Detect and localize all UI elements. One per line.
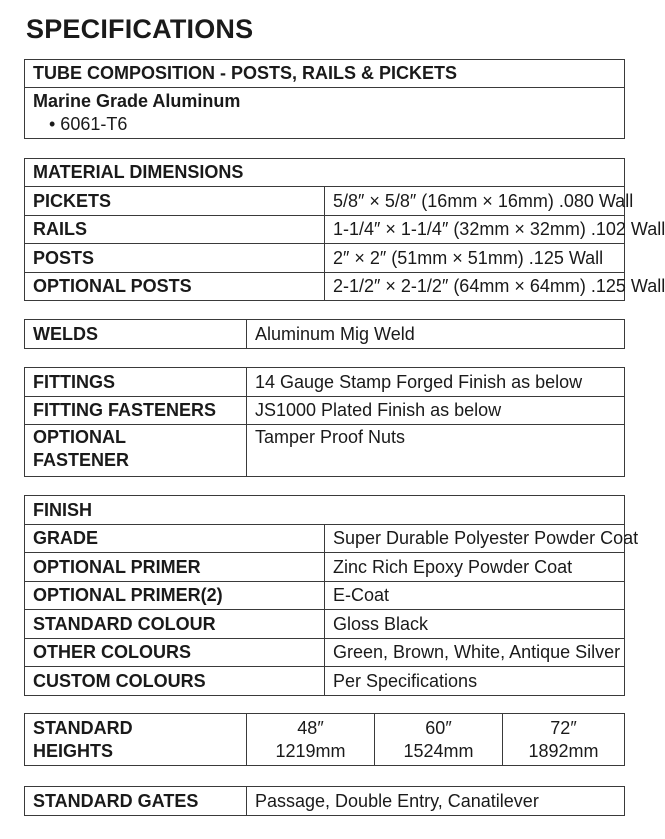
standard-colour-label: STANDARD COLOUR (25, 610, 325, 639)
fitting-fasteners-value: JS1000 Plated Finish as below (247, 397, 625, 425)
finish-header: FINISH (25, 496, 625, 525)
optional-fastener-label (25, 425, 247, 477)
optional-fastener-label-line2: FASTENER (33, 450, 130, 470)
rails-value: 1-1/4″ × 1-1/4″ (32mm × 32mm) .102 Wall (325, 216, 625, 244)
standard-heights-label-line1: STANDARD (33, 717, 133, 738)
table-row (25, 216, 625, 244)
custom-colours-label: CUSTOM COLOURS (25, 667, 325, 696)
material-dimensions-header: MATERIAL DIMENSIONS (25, 159, 625, 187)
standard-gates-label: STANDARD GATES (25, 787, 247, 816)
standard-gates-value: Passage, Double Entry, Canatilever (247, 787, 625, 816)
optional-primer-2-label: OPTIONAL PRIMER(2) (25, 582, 325, 610)
table-row (25, 667, 625, 696)
page-title: SPECIFICATIONS (26, 14, 254, 44)
table-row (25, 187, 625, 216)
optional-posts-label: OPTIONAL POSTS (25, 273, 325, 301)
height-60-imperial: 60″ (425, 717, 452, 738)
tube-composition-table (24, 59, 625, 139)
height-48-imperial: 48″ (297, 717, 324, 738)
other-colours-value: Green, Brown, White, Antique Silver (325, 639, 625, 667)
posts-value: 2″ × 2″ (51mm × 51mm) .125 Wall (325, 244, 625, 273)
standard-gates-table (24, 786, 625, 816)
height-72 (503, 714, 625, 766)
table-row (25, 425, 625, 477)
grade-label: GRADE (25, 525, 325, 553)
posts-label: POSTS (25, 244, 325, 273)
material-dimensions-table (24, 158, 665, 301)
optional-primer-2-value: E-Coat (325, 582, 625, 610)
optional-primer-value: Zinc Rich Epoxy Powder Coat (325, 553, 625, 582)
alloy-grade: • 6061-T6 (49, 114, 128, 134)
standard-heights-label (25, 714, 247, 766)
standard-heights-label-line2: HEIGHTS (33, 740, 114, 761)
table-row (25, 273, 625, 301)
table-row (25, 639, 625, 667)
fittings-table (24, 367, 625, 477)
table-row (25, 553, 625, 582)
custom-colours-value: Per Specifications (325, 667, 625, 696)
pickets-value: 5/8″ × 5/8″ (16mm × 16mm) .080 Wall (325, 187, 625, 216)
table-row (25, 525, 625, 553)
tube-composition-cell (25, 88, 625, 139)
table-row (25, 610, 625, 639)
height-72-imperial: 72″ (550, 717, 577, 738)
height-60-metric: 1524mm (403, 740, 474, 761)
fitting-fasteners-label: FITTING FASTENERS (25, 397, 247, 425)
optional-primer-label: OPTIONAL PRIMER (25, 553, 325, 582)
height-48-metric: 1219mm (275, 740, 346, 761)
optional-fastener-label-line1: OPTIONAL (33, 427, 126, 447)
finish-table (24, 495, 639, 696)
fittings-value: 14 Gauge Stamp Forged Finish as below (247, 368, 625, 397)
table-row (25, 397, 625, 425)
standard-heights-table (24, 713, 625, 766)
table-row (25, 582, 625, 610)
height-72-metric: 1892mm (528, 740, 599, 761)
height-60 (375, 714, 503, 766)
welds-label: WELDS (25, 320, 247, 349)
material-name: Marine Grade Aluminum (33, 91, 241, 111)
tube-composition-header: TUBE COMPOSITION - POSTS, RAILS & PICKETS (25, 60, 625, 88)
table-row (25, 368, 625, 397)
fittings-label: FITTINGS (25, 368, 247, 397)
welds-table (24, 319, 625, 349)
standard-colour-value: Gloss Black (325, 610, 625, 639)
grade-value: Super Durable Polyester Powder Coat (325, 525, 625, 553)
rails-label: RAILS (25, 216, 325, 244)
table-row (25, 244, 625, 273)
optional-fastener-value: Tamper Proof Nuts (247, 425, 625, 477)
pickets-label: PICKETS (25, 187, 325, 216)
welds-value: Aluminum Mig Weld (247, 320, 625, 349)
height-48 (247, 714, 375, 766)
optional-posts-value: 2-1/2″ × 2-1/2″ (64mm × 64mm) .125 Wall (325, 273, 625, 301)
other-colours-label: OTHER COLOURS (25, 639, 325, 667)
